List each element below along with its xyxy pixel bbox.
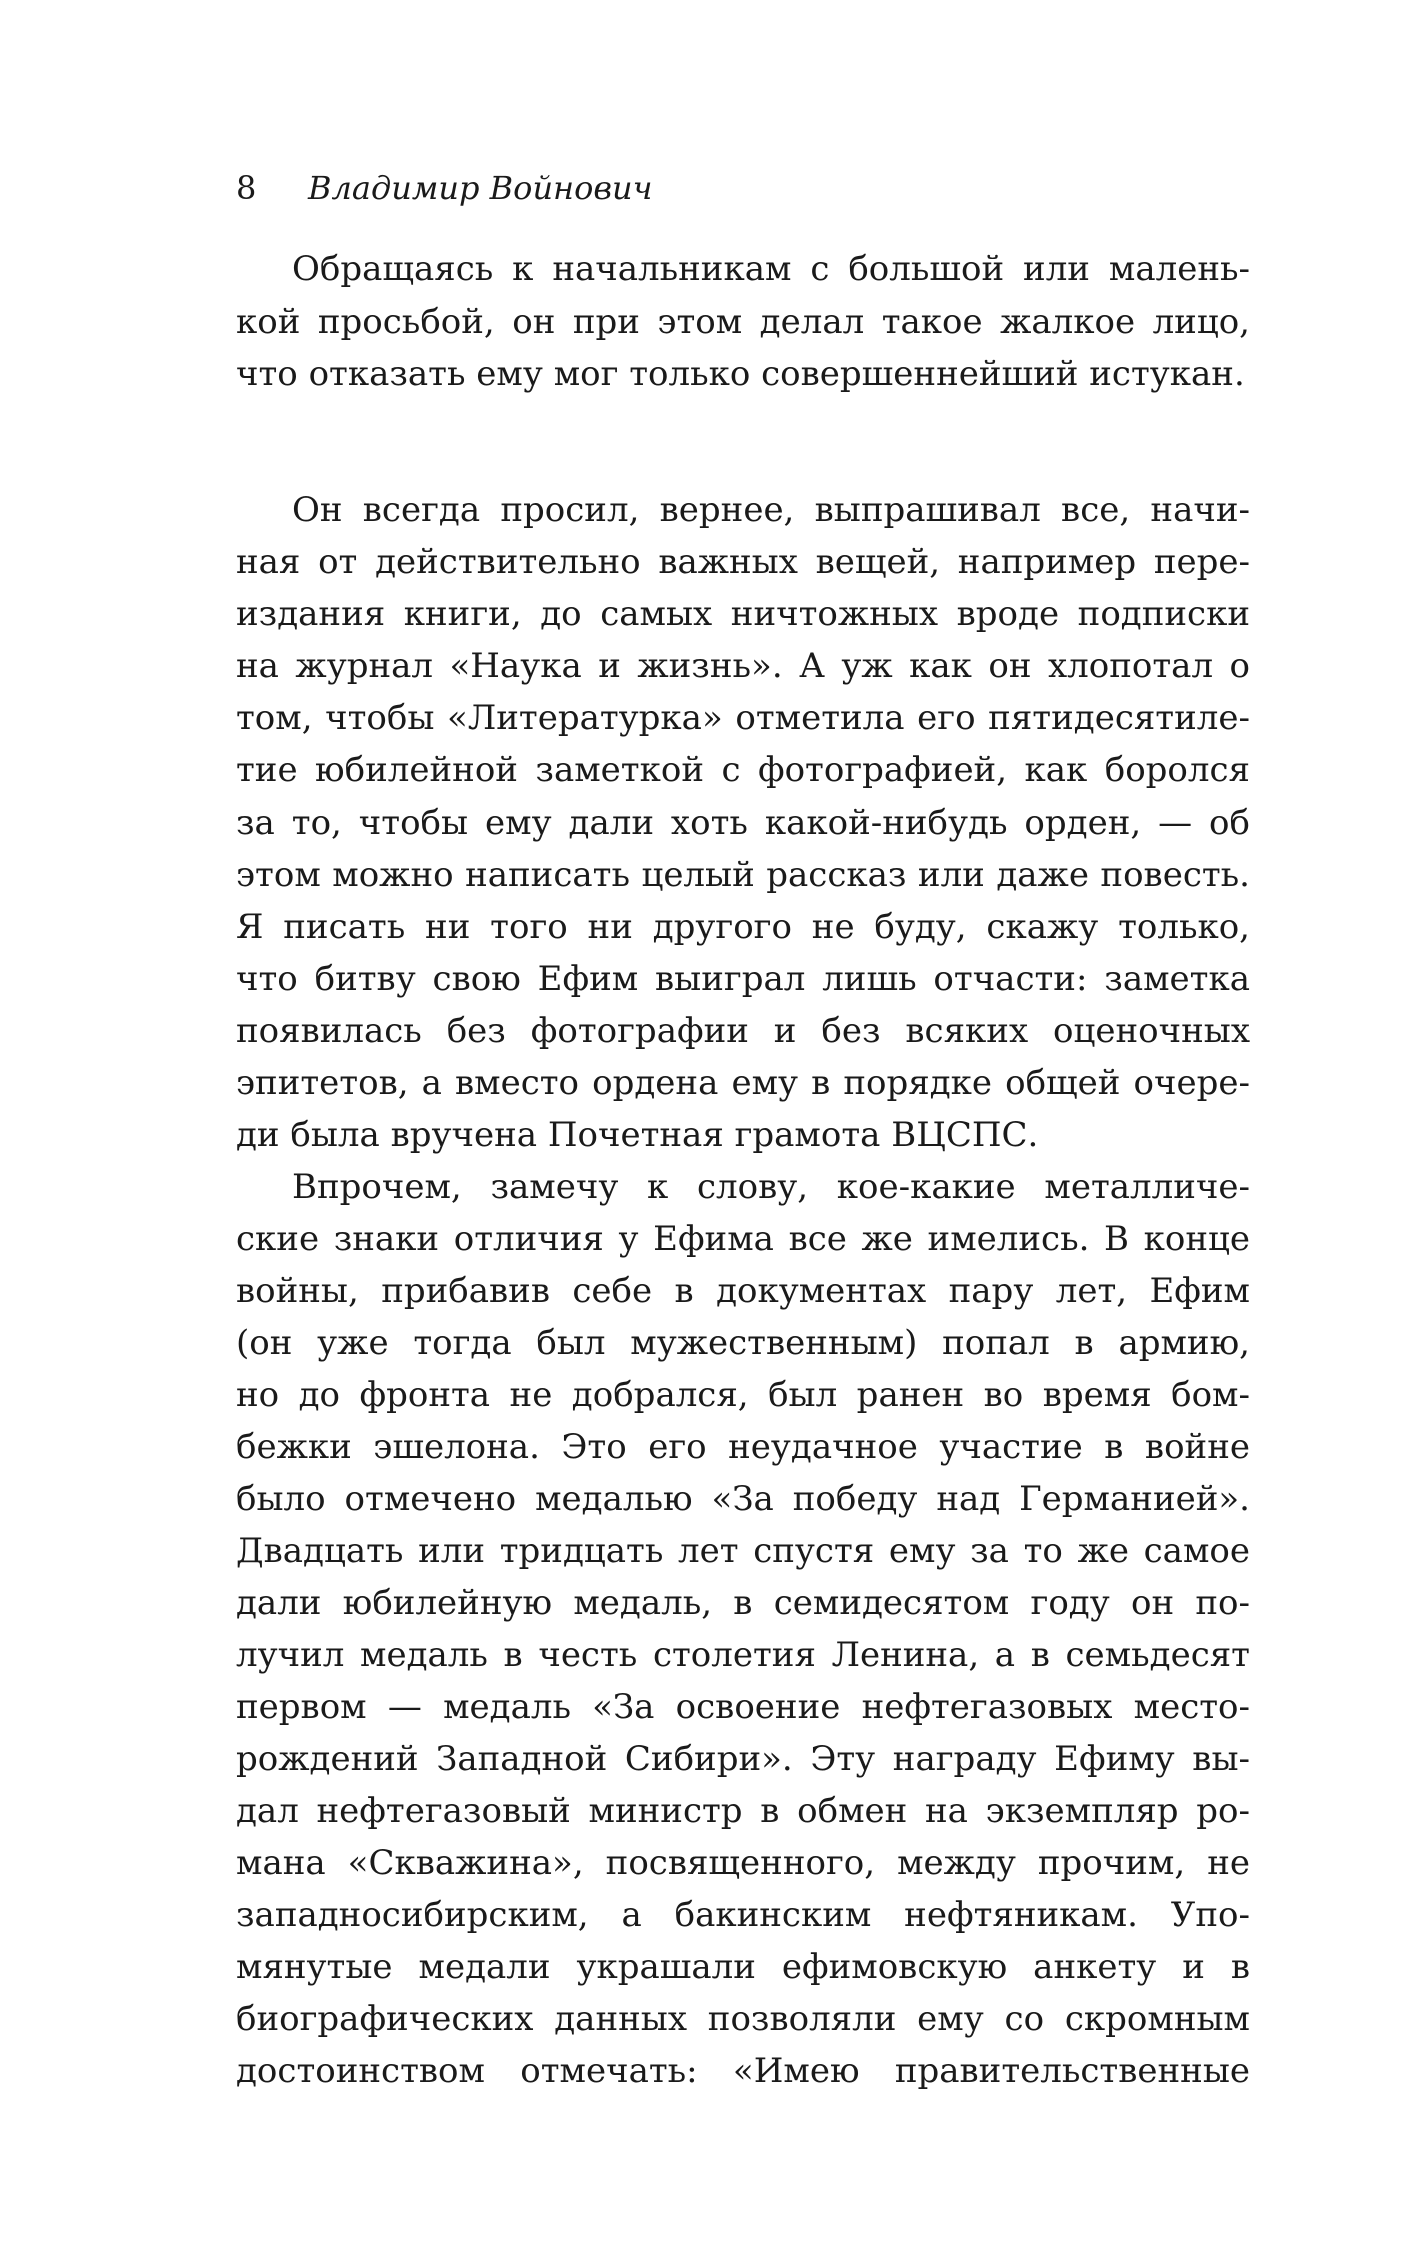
text-line: мана «Скважина», посвященного, между прочим, не	[236, 1843, 1250, 1883]
text-line: бежки эшелона. Это его неудачное участие в войне	[236, 1427, 1250, 1467]
text-line: рождений Западной Сибири». Эту награду Ефиму вы-	[236, 1739, 1250, 1779]
text-line: первом — медаль «За освоение нефтегазовых место-	[236, 1687, 1250, 1727]
text-line: но до фронта не добрался, был ранен во время бом-	[236, 1375, 1250, 1415]
text-line: том, чтобы «Литературка» отметила его пятидесятиле-	[236, 698, 1250, 738]
text-line: (он уже тогда был мужественным) попал в армию,	[236, 1323, 1250, 1363]
page-number: 8	[236, 169, 257, 207]
text-line: появилась без фотографии и без всяких оценочных	[236, 1011, 1250, 1051]
text-line: было отмечено медалью «За победу над Германией».	[236, 1479, 1250, 1519]
text-line: западносибирским, а бакинским нефтяникам. Упо-	[236, 1895, 1250, 1935]
text-line: ди была вручена Почетная грамота ВЦСПС.	[236, 1115, 1039, 1155]
text-line: Я писать ни того ни другого не буду, скажу только,	[236, 907, 1250, 947]
running-head-author: Владимир Войнович	[308, 169, 653, 207]
text-line: дали юбилейную медаль, в семидесятом году он по-	[236, 1583, 1250, 1623]
text-line: кой просьбой, он при этом делал такое жалкое лицо,	[236, 302, 1250, 342]
text-line: на журнал «Наука и жизнь». А уж как он хлопотал о	[236, 646, 1250, 686]
text-line: этом можно написать целый рассказ или даже повесть.	[236, 855, 1250, 895]
text-line: что отказать ему мог только совершеннейший истукан.	[236, 354, 1245, 394]
text-line: ная от действительно важных вещей, например пере-	[236, 542, 1250, 582]
text-line: ские знаки отличия у Ефима все же имелись. В конце	[236, 1219, 1250, 1259]
text-line: биографических данных позволяли ему со скромным	[236, 1999, 1250, 2039]
text-line: что битву свою Ефим выиграл лишь отчасти: заметка	[236, 959, 1250, 999]
text-line: тие юбилейной заметкой с фотографией, как боролся	[236, 750, 1250, 790]
text-line: Он всегда просил, вернее, выпрашивал все, начи-	[292, 490, 1250, 530]
text-line: мянутые медали украшали ефимовскую анкету и в	[236, 1947, 1250, 1987]
text-line: издания книги, до самых ничтожных вроде подписки	[236, 594, 1250, 634]
text-line: лучил медаль в честь столетия Ленина, а в семьдесят	[236, 1635, 1250, 1675]
text-line: Впрочем, замечу к слову, кое-какие металличе-	[292, 1167, 1250, 1207]
text-line: Обращаясь к начальникам с большой или малень-	[292, 249, 1250, 289]
text-line: эпитетов, а вместо ордена ему в порядке общей очере-	[236, 1063, 1250, 1103]
text-line: войны, прибавив себе в документах пару лет, Ефим	[236, 1271, 1250, 1311]
text-line: достоинством отмечать: «Имею правительственные	[236, 2051, 1250, 2091]
text-line: за то, чтобы ему дали хоть какой-нибудь орден, — об	[236, 803, 1250, 843]
text-line: Двадцать или тридцать лет спустя ему за то же самое	[236, 1531, 1250, 1571]
text-line: дал нефтегазовый министр в обмен на экземпляр ро-	[236, 1791, 1250, 1831]
